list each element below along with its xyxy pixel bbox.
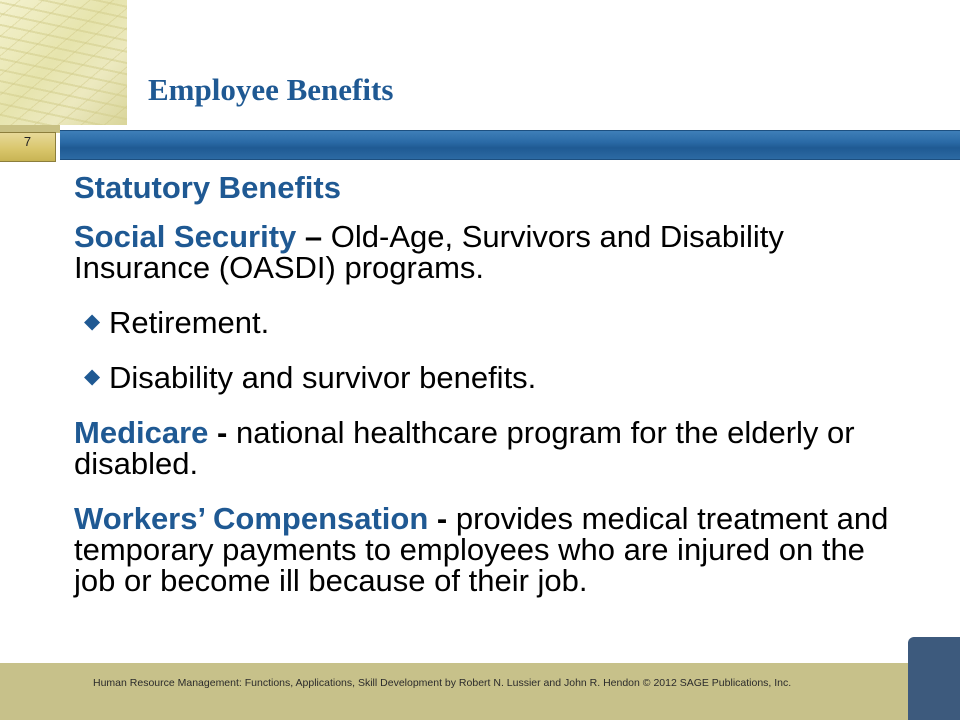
term: Medicare — [74, 415, 209, 450]
description: provides medical treatment and temporary payments to employees who are injured on the job or become ill because of their job. — [74, 501, 889, 598]
slide-number: 7 — [0, 132, 56, 162]
diamond-bullet-icon: ◆ — [84, 365, 101, 388]
corner-photo — [0, 0, 128, 125]
slide-body — [74, 172, 904, 620]
diamond-bullet-icon: ◆ — [84, 310, 101, 333]
term: Social Security — [74, 219, 297, 254]
list-item-bullet — [74, 362, 904, 397]
list-item-medicare — [74, 417, 904, 479]
term: Workers’ Compensation — [74, 501, 429, 536]
footer-bar — [0, 663, 908, 720]
list-item-bullet — [74, 307, 904, 342]
bullet-text: Retirement. — [109, 305, 270, 340]
separator: – — [296, 219, 331, 254]
section-heading: Statutory Benefits — [74, 170, 341, 205]
separator: - — [428, 501, 456, 536]
bullet-text: Disability and survivor benefits. — [109, 360, 537, 395]
separator: - — [208, 415, 236, 450]
description: Old-Age, Survivors and Disability Insurance (OASDI) programs. — [74, 219, 784, 285]
slide-title: Employee Benefits — [148, 72, 394, 107]
footer-citation: Human Resource Management: Functions, Applications, Skill Development by Robert N. Lussier and John R. Hendon © 2012 SAGE Publications, Inc. — [93, 677, 792, 689]
header-bar — [60, 130, 960, 160]
description: national healthcare program for the elderly or disabled. — [74, 415, 855, 481]
list-item-social-security — [74, 221, 904, 283]
list-item-workers-comp — [74, 503, 904, 596]
corner-panel — [908, 637, 960, 720]
